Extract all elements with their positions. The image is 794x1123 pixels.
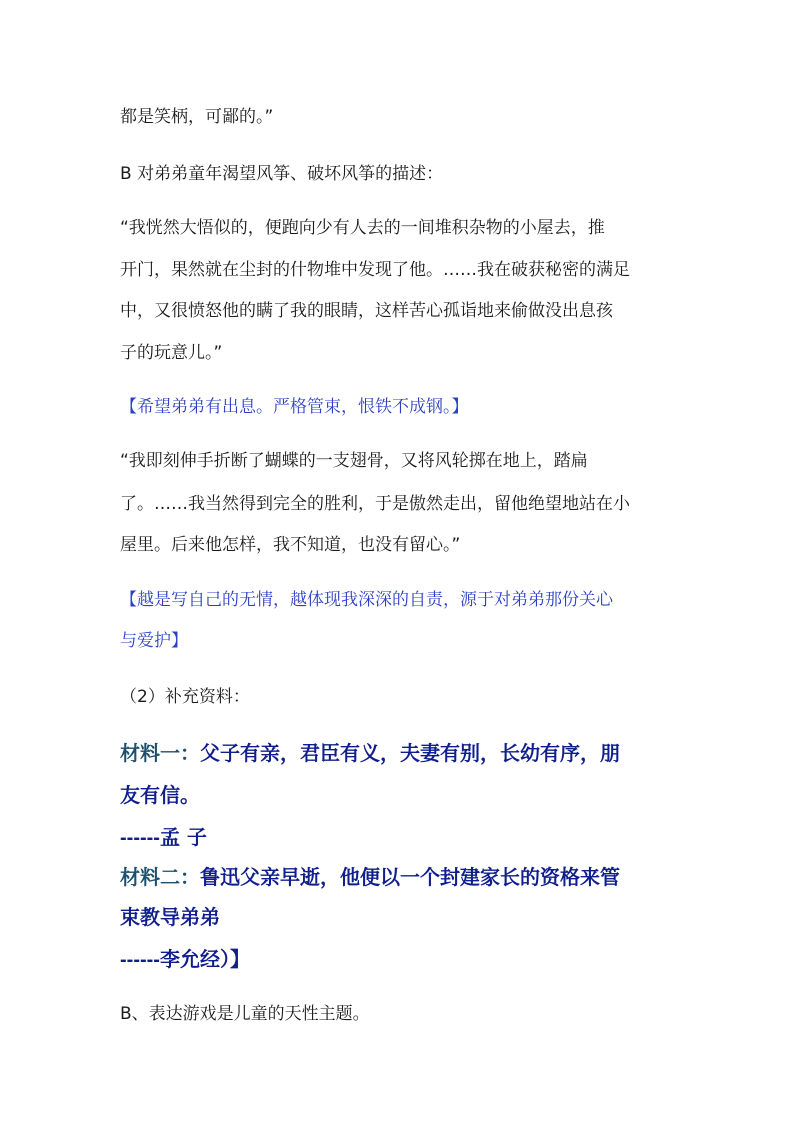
material-2-source-dash: ------ bbox=[120, 949, 160, 971]
material-1-source-dash: ------ bbox=[120, 827, 160, 849]
material-1-line1 bbox=[120, 740, 620, 766]
material-1-text1: 父子有亲，君臣有义，夫妻有别，长幼有序，朋 bbox=[200, 741, 620, 765]
material-2-text1: 鲁迅父亲早逝，他便以一个封建家长的资格来管 bbox=[200, 865, 620, 889]
supplement-heading: （2）补充资料： bbox=[120, 687, 250, 707]
theme-b: B、表达游戏是儿童的天性主题。 bbox=[120, 1004, 370, 1024]
material-2-source-name: 李允经）】 bbox=[159, 947, 250, 971]
material-1-label: 材料一： bbox=[120, 741, 200, 765]
section-b-heading: B 对弟弟童年渴望风筝、破坏风筝的描述： bbox=[120, 164, 444, 184]
quote1-line3: 中，又很愤怒他的瞒了我的眼睛，这样苦心孤诣地来偷做没出息孩 bbox=[120, 301, 613, 321]
quote2-line3: 屋里。后来他怎样，我不知道，也没有留心。” bbox=[120, 535, 461, 555]
quote1-line2: 开门，果然就在尘封的什物堆中发现了他。……我在破获秘密的满足 bbox=[120, 260, 630, 280]
quote2-line2: 了。……我当然得到完全的胜利，于是傲然走出，留他绝望地站在小 bbox=[120, 494, 630, 514]
material-2-label: 材料二： bbox=[120, 865, 200, 889]
paragraph-ending: 都是笑柄，可鄙的。” bbox=[120, 107, 274, 127]
material-2-line1 bbox=[120, 864, 620, 890]
material-1-line2: 友有信。 bbox=[120, 783, 200, 807]
quote2-line1: “我即刻伸手折断了蝴蝶的一支翅骨，又将风轮掷在地上，踏扁 bbox=[120, 451, 588, 471]
quote1-line1: “我恍然大悟似的，便跑向少有人去的一间堆积杂物的小屋去，推 bbox=[120, 218, 605, 238]
comment-2-line2: 与爱护】 bbox=[120, 631, 188, 651]
material-1-source-name: 孟 子 bbox=[159, 825, 207, 849]
comment-2-line1: 【越是写自己的无情，越体现我深深的自责，源于对弟弟那份关心 bbox=[120, 590, 613, 610]
quote1-line4: 子的玩意儿。” bbox=[120, 343, 223, 363]
comment-1: 【希望弟弟有出息。严格管束，恨铁不成钢。】 bbox=[120, 397, 469, 417]
material-2-line2: 束教导弟弟 bbox=[120, 905, 220, 929]
material-1-source bbox=[120, 824, 207, 851]
material-2-source bbox=[120, 946, 250, 973]
